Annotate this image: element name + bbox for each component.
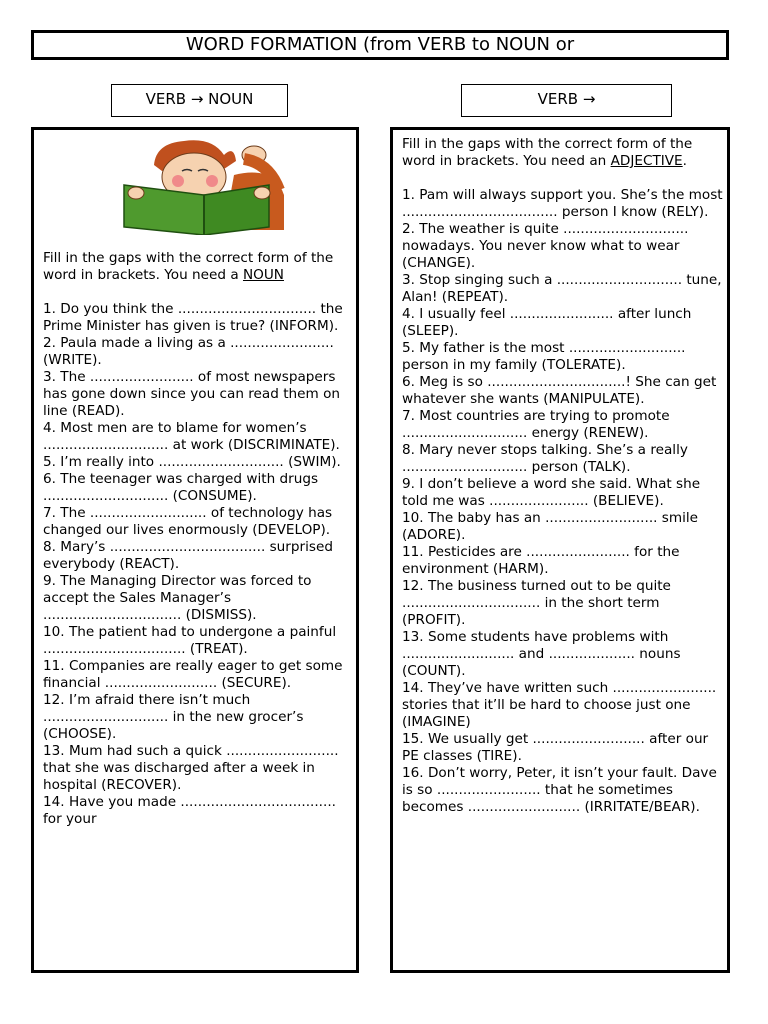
adjective-item: 1. Pam will always support you. She’s the most .................................... person I know (RELY). xyxy=(402,187,723,220)
worksheet-title: WORD FORMATION (from VERB to NOUN or xyxy=(31,30,729,60)
adjective-item: 8. Mary never stops talking. She’s a really ............................. person (TALK). xyxy=(402,442,688,475)
noun-item: 12. I’m afraid there isn’t much ............................. in the new grocer’s (CHOOSE). xyxy=(43,692,304,742)
adjective-exercise-text xyxy=(402,136,723,816)
noun-item: 4. Most men are to blame for women’s ............................. at work (DISCRIMINATE). xyxy=(43,420,340,453)
adjective-instruction-text: Fill in the gaps with the correct form of the word in brackets. You need an xyxy=(402,136,693,169)
adjective-item: 12. The business turned out to be quite ................................ in the short term (PROFIT). xyxy=(402,578,671,628)
adjective-item: 5. My father is the most ........................... person in my family (TOLERATE). xyxy=(402,340,686,373)
noun-item: 1. Do you think the ................................ the Prime Minister has given is true? (INFORM). xyxy=(43,301,343,334)
left-section-header: VERB → NOUN xyxy=(111,84,288,117)
noun-item: 10. The patient had to undergone a painful ................................. (TREAT). xyxy=(43,624,337,657)
adjective-item: 3. Stop singing such a ............................. tune, Alan! (REPEAT). xyxy=(402,272,722,305)
noun-item: 5. I’m really into ............................. (SWIM). xyxy=(43,454,341,470)
adjective-item: 16. Don’t worry, Peter, it isn’t your fault. Dave is so ........................ that he sometimes becomes .......................... (IRRITATE/BEAR). xyxy=(402,765,717,815)
adjective-keyword: ADJECTIVE xyxy=(610,153,683,169)
adjective-item: 11. Pesticides are ........................ for the environment (HARM). xyxy=(402,544,680,577)
noun-item: 2. Paula made a living as a ........................ (WRITE). xyxy=(43,335,334,368)
adjective-item: 10. The baby has an .......................... smile (ADORE). xyxy=(402,510,699,543)
adjective-item: 15. We usually get .......................... after our PE classes (TIRE). xyxy=(402,731,709,764)
noun-exercise-column xyxy=(31,127,359,973)
adjective-instruction: Fill in the gaps with the correct form of the word in brackets. You need an ADJECTIVE. xyxy=(402,136,693,169)
adjective-item: 4. I usually feel ........................ after lunch (SLEEP). xyxy=(402,306,692,339)
adjective-item: 7. Most countries are trying to promote ............................. energy (RENEW). xyxy=(402,408,670,441)
adjective-item: 13. Some students have problems with .......................... and .................... nouns (COUNT). xyxy=(402,629,681,679)
adjective-item: 6. Meg is so ................................! She can get whatever she wants (MANIPULATE). xyxy=(402,374,717,407)
noun-item: 8. Mary’s .................................... surprised everybody (REACT). xyxy=(43,539,333,572)
noun-item: 3. The ........................ of most newspapers has gone down since you can read them on line (READ). xyxy=(43,369,341,419)
noun-item: 14. Have you made .................................... for your xyxy=(43,794,336,827)
noun-item: 11. Companies are really eager to get some financial .......................... (SECURE). xyxy=(43,658,343,691)
noun-exercise-text xyxy=(43,250,352,828)
noun-instruction-text: Fill in the gaps with the correct form of the word in brackets. You need a xyxy=(43,250,334,283)
student-reading-illustration xyxy=(84,135,324,235)
noun-instruction xyxy=(43,250,352,284)
noun-item: 13. Mum had such a quick .......................... that she was discharged after a week in hospital (RECOVER). xyxy=(43,743,339,793)
adjective-item: 2. The weather is quite ............................. nowadays. You never know what to wear (CHANGE). xyxy=(402,221,689,271)
adjective-exercise-column xyxy=(390,127,730,973)
adjective-item: 14. They’ve have written such ........................ stories that it’ll be hard to choose just one (IMAGINE) xyxy=(402,680,717,730)
adjective-item: 9. I don’t believe a word she said. What she told me was ....................... (BELIEVE). xyxy=(402,476,701,509)
noun-item: 6. The teenager was charged with drugs ............................. (CONSUME). xyxy=(43,471,319,504)
noun-item: 9. The Managing Director was forced to accept the Sales Manager’s ................................ (DISMISS). xyxy=(43,573,312,623)
noun-item: 7. The ........................... of technology has changed our lives enormously (DEVELOP). xyxy=(43,505,333,538)
noun-keyword: NOUN xyxy=(242,267,284,283)
right-section-header: VERB → xyxy=(461,84,672,117)
